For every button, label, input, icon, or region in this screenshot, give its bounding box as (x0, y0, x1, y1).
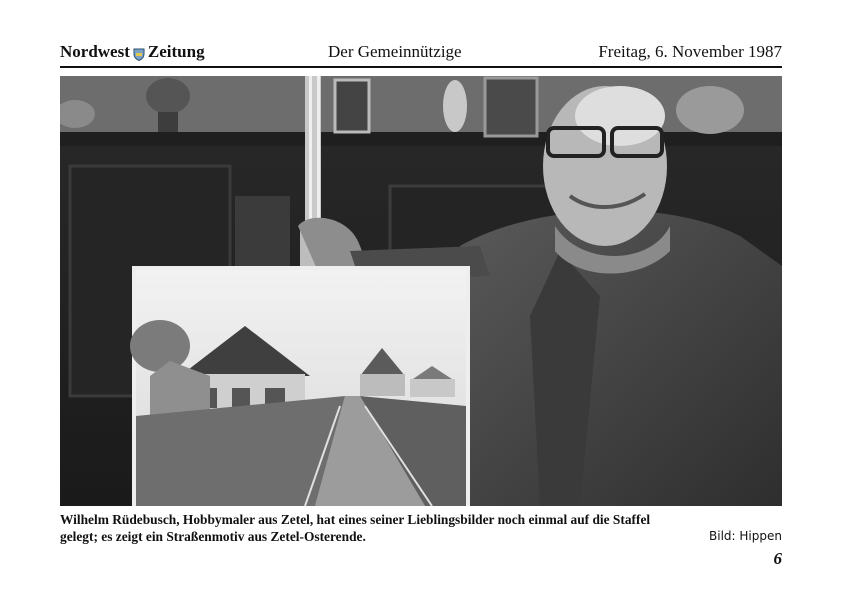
issue-date: Freitag, 6. November 1987 (598, 42, 782, 61)
page-number: 6 (773, 549, 782, 568)
newspaper-header (60, 42, 782, 68)
masthead (60, 42, 205, 62)
photo-caption (60, 511, 785, 545)
caption-line-2: gelegt; es zeigt ein Straßenmotiv aus Zetel-Osterende. (60, 529, 366, 544)
masthead-right: Zeitung (147, 42, 205, 61)
photo-credit: Bild: Hippen (709, 529, 782, 543)
masthead-left: Nordwest (60, 42, 130, 61)
coat-of-arms-icon (133, 46, 145, 59)
caption-line-1: Wilhelm Rüdebusch, Hobbymaler aus Zetel, hat eines seiner Lieblingsbilder noch einmal auf die Staffel (60, 512, 651, 527)
man-holding-painting-photo (60, 76, 782, 506)
section-title: Der Gemeinnützige (328, 42, 462, 61)
